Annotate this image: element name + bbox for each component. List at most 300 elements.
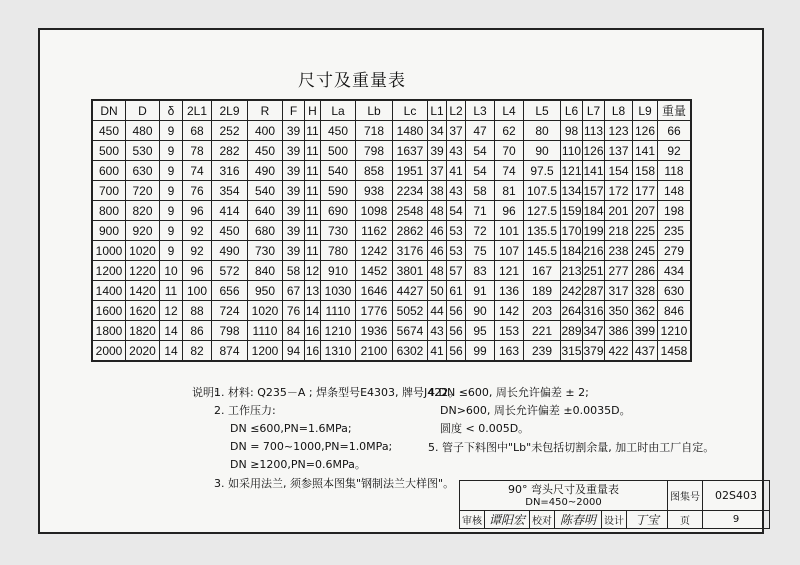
table-cell: 1820 [126,321,160,341]
design-label: 设计 [602,511,627,529]
table-cell: 14 [160,321,183,341]
table-cell: 141 [583,161,605,181]
table-cell: 199 [583,221,605,241]
table-cell: 94 [283,341,305,362]
table-cell: 4427 [393,281,428,301]
table-cell: 1400 [92,281,126,301]
table-row [92,141,691,161]
table-cell: 840 [248,261,283,281]
table-cell: 126 [633,121,658,141]
table-cell: 43 [447,181,466,201]
table-cell: 820 [126,201,160,221]
table-cell: 221 [524,321,561,341]
table-cell: 184 [561,241,583,261]
table-cell: 39 [283,141,305,161]
table-cell: 37 [428,161,447,181]
table-cell: 83 [466,261,495,281]
table-cell: 68 [183,121,212,141]
table-cell: 34 [428,121,447,141]
table-cell: 718 [356,121,393,141]
drawing-subtitle: DN=450~2000 [525,496,602,508]
table-cell: 44 [428,301,447,321]
table-row [92,201,691,221]
table-cell: 57 [447,261,466,281]
table-cell: 1110 [321,301,356,321]
table-cell: 53 [447,221,466,241]
table-cell: 724 [212,301,248,321]
table-cell: 414 [212,201,248,221]
table-cell: 113 [583,121,605,141]
table-cell: 62 [495,121,524,141]
table-cell: 1458 [658,341,692,362]
check-signature: 陈春明 [555,511,602,529]
column-header: L5 [524,100,561,121]
table-cell: 490 [248,161,283,181]
table-cell: 315 [561,341,583,362]
table-cell: 177 [633,181,658,201]
column-header: Lb [356,100,393,121]
table-cell: 540 [321,161,356,181]
table-cell: 159 [561,201,583,221]
table-cell: 76 [283,301,305,321]
table-cell: 3801 [393,261,428,281]
table-cell: 347 [583,321,605,341]
table-cell: 46 [428,221,447,241]
table-cell: 43 [428,321,447,341]
table-cell: 39 [283,241,305,261]
table-cell: 48 [428,261,447,281]
table-cell: 630 [658,281,692,301]
table-cell: 39 [283,221,305,241]
table-cell: 74 [183,161,212,181]
note-5: 5. 管子下料图中"Lb"未包括切割余量, 加工时由工厂自定。 [428,441,715,454]
table-cell: 154 [605,161,633,181]
table-cell: 47 [466,121,495,141]
table-cell: 1480 [393,121,428,141]
table-cell: 2548 [393,201,428,221]
table-cell: 158 [633,161,658,181]
note-2: 2. 工作压力: [214,404,276,417]
table-cell: 148 [658,181,692,201]
table-cell: 700 [92,181,126,201]
table-cell: 38 [428,181,447,201]
note-2a: DN ≤600,PN=1.6MPa; [230,422,352,435]
table-cell: 950 [248,281,283,301]
column-header: L4 [495,100,524,121]
table-cell: 218 [605,221,633,241]
table-cell: 96 [495,201,524,221]
table-cell: 170 [561,221,583,241]
table-cell: 9 [160,241,183,261]
table-cell: 90 [466,301,495,321]
table-cell: 1020 [126,241,160,261]
table-cell: 86 [183,321,212,341]
table-cell: 213 [561,261,583,281]
column-header: 重量 [658,100,692,121]
table-cell: 11 [305,121,321,141]
table-cell: 874 [212,341,248,362]
table-row [92,261,691,281]
table-cell: 37 [447,121,466,141]
table-cell: 39 [428,141,447,161]
table-cell: 350 [605,301,633,321]
table-cell: 1210 [321,321,356,341]
column-header: L1 [428,100,447,121]
table-cell: 317 [605,281,633,301]
column-header: D [126,100,160,121]
table-cell: 72 [466,221,495,241]
table-cell: 437 [633,341,658,362]
table-cell: 480 [126,121,160,141]
note-2b: DN = 700~1000,PN=1.0MPa; [230,440,393,453]
table-cell: 50 [428,281,447,301]
table-cell: 11 [305,241,321,261]
table-cell: 58 [283,261,305,281]
table-cell: 11 [305,181,321,201]
table-cell: 1000 [92,241,126,261]
table-cell: 92 [658,141,692,161]
table-cell: 54 [447,201,466,221]
table-cell: 362 [633,301,658,321]
table-cell: 43 [447,141,466,161]
table-cell: 97.5 [524,161,561,181]
table-cell: 118 [658,161,692,181]
column-header: H [305,100,321,121]
table-row [92,181,691,201]
table-cell: 136 [495,281,524,301]
column-header: La [321,100,356,121]
table-cell: 75 [466,241,495,261]
column-header: L7 [583,100,605,121]
drawing-title: 90° 弯头尺寸及重量表 [508,482,619,496]
table-cell: 530 [126,141,160,161]
table-cell: 500 [92,141,126,161]
table-cell: 67 [283,281,305,301]
note-3: 3. 如采用法兰, 须参照本图集"钢制法兰大样图"。 [214,477,455,490]
table-cell: 90 [524,141,561,161]
table-cell: 11 [305,221,321,241]
table-cell: 600 [92,161,126,181]
table-cell: 95 [466,321,495,341]
note-4a: DN>600, 周长允许偏差 ±0.0035D。 [440,404,631,417]
table-cell: 9 [160,201,183,221]
table-cell: 379 [583,341,605,362]
table-cell: 656 [212,281,248,301]
atlas-label: 图集号 [668,481,703,511]
table-cell: 92 [183,221,212,241]
table-cell: 201 [605,201,633,221]
table-cell: 14 [160,341,183,362]
table-cell: 572 [212,261,248,281]
column-header: 2L1 [183,100,212,121]
table-cell: 1110 [248,321,283,341]
review-label: 审核 [460,511,485,529]
table-row [92,221,691,241]
table-cell: 1600 [92,301,126,321]
table-row [92,281,691,301]
table-cell: 920 [126,221,160,241]
table-cell: 1162 [356,221,393,241]
table-cell: 137 [605,141,633,161]
table-cell: 680 [248,221,283,241]
table-cell: 56 [447,321,466,341]
table-cell: 450 [321,121,356,141]
table-cell: 61 [447,281,466,301]
table-cell: 910 [321,261,356,281]
column-header: L2 [447,100,466,121]
page-label: 页 [668,511,703,529]
table-cell: 58 [466,181,495,201]
table-cell: 10 [160,261,183,281]
table-cell: 12 [160,301,183,321]
title-block [459,480,770,529]
table-cell: 225 [633,221,658,241]
table-cell: 239 [524,341,561,362]
table-cell: 198 [658,201,692,221]
table-cell: 71 [466,201,495,221]
column-header: L3 [466,100,495,121]
table-cell: 16 [305,341,321,362]
table-cell: 1200 [92,261,126,281]
table-cell: 82 [183,341,212,362]
table-cell: 289 [561,321,583,341]
column-header: L6 [561,100,583,121]
table-cell: 121 [495,261,524,281]
table-cell: 1637 [393,141,428,161]
table-cell: 2234 [393,181,428,201]
table-cell: 400 [248,121,283,141]
table-cell: 590 [321,181,356,201]
table-cell: 242 [561,281,583,301]
table-cell: 2862 [393,221,428,241]
table-cell: 110 [561,141,583,161]
table-cell: 434 [658,261,692,281]
table-cell: 2020 [126,341,160,362]
table-cell: 135.5 [524,221,561,241]
table-cell: 630 [126,161,160,181]
table-row [92,321,691,341]
table-cell: 500 [321,141,356,161]
table-cell: 39 [283,121,305,141]
table-cell: 6302 [393,341,428,362]
column-header: F [283,100,305,121]
table-cell: 84 [283,321,305,341]
table-cell: 354 [212,181,248,201]
table-cell: 41 [428,341,447,362]
table-header-row [92,100,691,121]
table-cell: 107 [495,241,524,261]
table-cell: 91 [466,281,495,301]
table-cell: 14 [305,301,321,321]
table-cell: 101 [495,221,524,241]
column-header: L9 [633,100,658,121]
table-cell: 163 [495,341,524,362]
table-cell: 1800 [92,321,126,341]
table-cell: 80 [524,121,561,141]
table-cell: 167 [524,261,561,281]
table-cell: 96 [183,201,212,221]
column-header: Lc [393,100,428,121]
table-cell: 96 [183,261,212,281]
table-row [92,121,691,141]
table-cell: 92 [183,241,212,261]
column-header: DN [92,100,126,121]
table-cell: 1452 [356,261,393,281]
table-cell: 5674 [393,321,428,341]
note-4: 4.DN ≤600, 周长允许偏差 ± 2; [428,386,589,399]
table-cell: 145.5 [524,241,561,261]
table-cell: 56 [447,341,466,362]
table-cell: 11 [305,161,321,181]
table-cell: 66 [658,121,692,141]
table-cell: 153 [495,321,524,341]
table-cell: 53 [447,241,466,261]
table-cell: 11 [305,201,321,221]
table-cell: 780 [321,241,356,261]
table-cell: 99 [466,341,495,362]
table-cell: 540 [248,181,283,201]
check-label: 校对 [530,511,555,529]
table-cell: 1098 [356,201,393,221]
column-header: L8 [605,100,633,121]
table-cell: 9 [160,221,183,241]
table-cell: 9 [160,141,183,161]
table-cell: 88 [183,301,212,321]
table-cell: 858 [356,161,393,181]
table-cell: 1420 [126,281,160,301]
table-cell: 216 [583,241,605,261]
table-cell: 48 [428,201,447,221]
page-number: 9 [703,511,770,529]
table-row [92,301,691,321]
table-cell: 141 [633,141,658,161]
table-cell: 81 [495,181,524,201]
column-header: δ [160,100,183,121]
table-cell: 121 [561,161,583,181]
table-cell: 9 [160,181,183,201]
table-row [92,341,691,362]
table-cell: 100 [183,281,212,301]
table-cell: 399 [633,321,658,341]
table-cell: 9 [160,161,183,181]
table-cell: 279 [658,241,692,261]
table-cell: 490 [212,241,248,261]
table-cell: 3176 [393,241,428,261]
note-2c: DN ≥1200,PN=0.6MPa。 [230,458,366,471]
table-cell: 798 [212,321,248,341]
table-cell: 41 [447,161,466,181]
drawing-title-cell [460,481,668,511]
table-cell: 203 [524,301,561,321]
table-cell: 189 [524,281,561,301]
column-header: R [248,100,283,121]
table-cell: 74 [495,161,524,181]
table-cell: 846 [658,301,692,321]
table-cell: 2000 [92,341,126,362]
note-4b: 圆度 < 0.005D。 [440,422,530,435]
table-cell: 720 [126,181,160,201]
table-cell: 157 [583,181,605,201]
table-cell: 900 [92,221,126,241]
table-cell: 107.5 [524,181,561,201]
atlas-number: 02S403 [703,481,770,511]
table-row [92,161,691,181]
table-cell: 172 [605,181,633,201]
table-cell: 690 [321,201,356,221]
table-cell: 238 [605,241,633,261]
table-cell: 98 [561,121,583,141]
table-cell: 286 [633,261,658,281]
table-cell: 252 [212,121,248,141]
table-cell: 640 [248,201,283,221]
table-cell: 16 [305,321,321,341]
table-cell: 1210 [658,321,692,341]
table-cell: 13 [305,281,321,301]
table-cell: 282 [212,141,248,161]
table-cell: 126 [583,141,605,161]
table-cell: 1030 [321,281,356,301]
table-cell: 450 [92,121,126,141]
table-cell: 938 [356,181,393,201]
table-cell: 450 [248,141,283,161]
table-cell: 450 [212,221,248,241]
table-cell: 54 [466,141,495,161]
dimension-weight-table [91,99,692,362]
table-cell: 5052 [393,301,428,321]
table-cell: 1951 [393,161,428,181]
table-cell: 78 [183,141,212,161]
table-cell: 9 [160,121,183,141]
table-cell: 2100 [356,341,393,362]
table-cell: 46 [428,241,447,261]
table-cell: 1200 [248,341,283,362]
review-signature: 谭阳宏 [485,511,530,529]
table-cell: 798 [356,141,393,161]
table-row [92,241,691,261]
table-cell: 1220 [126,261,160,281]
table-cell: 1020 [248,301,283,321]
table-cell: 207 [633,201,658,221]
table-cell: 235 [658,221,692,241]
design-signature: 丁宝 [627,511,668,529]
table-cell: 54 [466,161,495,181]
table-cell: 11 [305,141,321,161]
table-cell: 134 [561,181,583,201]
table-cell: 39 [283,181,305,201]
table-cell: 1776 [356,301,393,321]
page-title: 尺寸及重量表 [298,71,406,91]
table-cell: 386 [605,321,633,341]
table-cell: 245 [633,241,658,261]
table-cell: 12 [305,261,321,281]
table-cell: 39 [283,201,305,221]
note-1: 1. 材料: Q235－A ; 焊条型号E4303, 牌号J422。 [214,386,460,399]
table-cell: 1646 [356,281,393,301]
table-cell: 1242 [356,241,393,261]
table-cell: 56 [447,301,466,321]
table-cell: 264 [561,301,583,321]
table-cell: 76 [183,181,212,201]
table-cell: 184 [583,201,605,221]
table-cell: 251 [583,261,605,281]
notes-label: 说明: [192,386,218,399]
table-cell: 316 [212,161,248,181]
table-cell: 800 [92,201,126,221]
table-cell: 127.5 [524,201,561,221]
table-cell: 11 [160,281,183,301]
table-cell: 1620 [126,301,160,321]
table-cell: 328 [633,281,658,301]
